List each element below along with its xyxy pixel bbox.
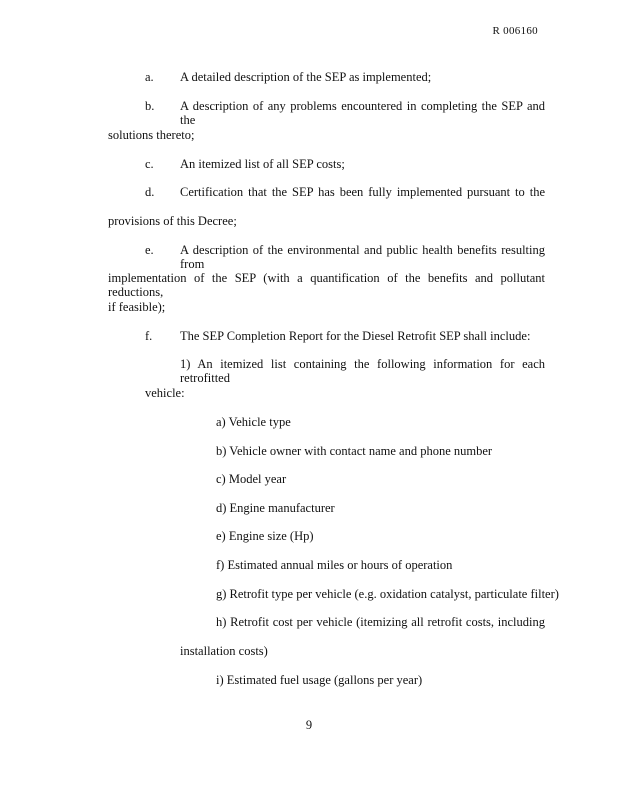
item-text-c: An itemized list of all SEP costs;	[180, 157, 345, 171]
item-label-a: a.	[145, 70, 154, 84]
sub-list-item-a: a) Vehicle type	[216, 415, 291, 429]
item-text-d: Certification that the SEP has been fully implemented pursuant to the	[180, 185, 545, 199]
item-text-a: A detailed description of the SEP as implemented;	[180, 70, 432, 84]
sub-list-item-f: f) Estimated annual miles or hours of operation	[216, 558, 453, 572]
item-label-b: b.	[145, 99, 155, 113]
sub-item-1: 1) An itemized list containing the following information for each retrofitted	[180, 357, 545, 385]
sub-list-item-c: c) Model year	[216, 472, 287, 486]
sub-list-item-b: b) Vehicle owner with contact name and phone number	[216, 444, 493, 458]
sub-list-item-e: e) Engine size (Hp)	[216, 529, 314, 543]
item-text-b: A description of any problems encountered in completing the SEP and the	[180, 99, 545, 127]
sub-item-1-cont: vehicle:	[145, 386, 185, 400]
item-cont2-e: if feasible);	[108, 300, 166, 314]
sub-list-item-g: g) Retrofit type per vehicle (e.g. oxidation catalyst, particulate filter)	[216, 587, 559, 601]
item-label-d: d.	[145, 185, 155, 199]
sub-list-item-h-cont: installation costs)	[180, 644, 268, 658]
sub-list-item-d: d) Engine manufacturer	[216, 501, 335, 515]
item-cont-b: solutions thereto;	[108, 128, 195, 142]
item-label-e: e.	[145, 243, 154, 257]
page-number: 9	[305, 718, 313, 732]
bates-number: R 006160	[492, 25, 538, 37]
item-text-f: The SEP Completion Report for the Diesel Retrofit SEP shall include:	[180, 329, 531, 343]
item-text-e: A description of the environmental and public health benefits resulting from	[180, 243, 545, 271]
item-cont-e: implementation of the SEP (with a quantification of the benefits and pollutant reductions,	[108, 271, 545, 299]
sub-list-item-h: h) Retrofit cost per vehicle (itemizing all retrofit costs, including	[216, 615, 545, 629]
item-label-f: f.	[145, 329, 153, 343]
item-label-c: c.	[145, 157, 154, 171]
item-cont-d: provisions of this Decree;	[108, 214, 237, 228]
sub-list-item-i: i) Estimated fuel usage (gallons per year)	[216, 673, 423, 687]
